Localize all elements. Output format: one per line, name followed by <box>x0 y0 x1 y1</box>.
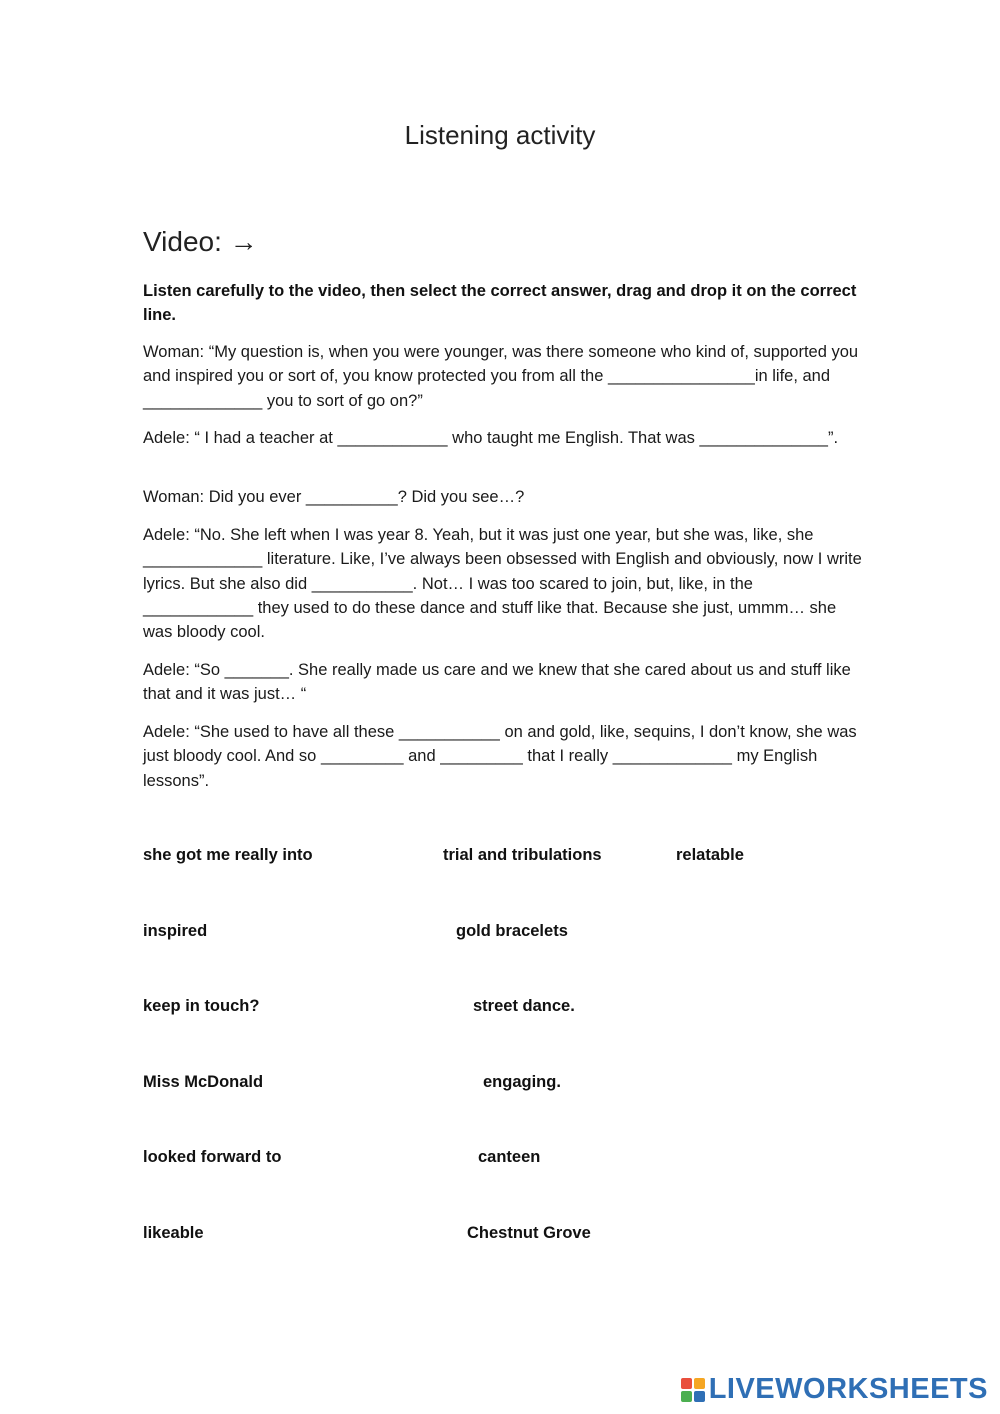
instructions: Listen carefully to the video, then select the correct answer, drag and drop it on the correct line. <box>143 282 857 324</box>
word-option[interactable]: relatable <box>676 846 744 864</box>
page-title: Listening activity <box>404 120 596 150</box>
word-option[interactable]: engaging. <box>483 1073 561 1091</box>
dialogue-paragraph-4: Adele: “No. She left when I was year 8. Yeah, but it was just one year, but she was, like, she _____________ literature. Like, I’ve always been obsessed with English and obviously, now I write lyrics. But she also did ___________. Not… I was too scared to join, but, like, in the ____________ they used to do these dance and stuff like that. Because she just, ummm… she was bloody cool. <box>143 526 862 642</box>
liveworksheets-logo <box>681 1373 988 1406</box>
dialogue-paragraph-6: Adele: “She used to have all these ___________ on and gold, like, sequins, I don’t know, she was just bloody cool. And so _________ and _________ that I really _____________ my English lessons”. <box>143 723 857 790</box>
word-option[interactable]: keep in touch? <box>143 997 260 1015</box>
word-option[interactable]: Chestnut Grove <box>467 1224 591 1242</box>
word-option[interactable]: Miss McDonald <box>143 1073 264 1091</box>
logo-square-icon <box>681 1378 692 1389</box>
word-option[interactable]: gold bracelets <box>456 922 568 940</box>
word-option[interactable]: likeable <box>143 1224 204 1242</box>
word-option[interactable]: canteen <box>478 1148 541 1166</box>
logo-square-icon <box>694 1391 705 1402</box>
logo-text: LIVEWORKSHEETS <box>708 1373 988 1405</box>
dialogue-paragraph-1: Woman: “My question is, when you were younger, was there someone who kind of, supported you and inspired you or sort of, you know protected you from all the ________________in life, and _____________ you to sort of go on?” <box>143 343 859 410</box>
word-option[interactable]: trial and tribulations <box>443 846 602 864</box>
logo-square-icon <box>694 1378 705 1389</box>
logo-square-icon <box>681 1391 692 1402</box>
word-option[interactable]: inspired <box>143 922 208 940</box>
video-heading[interactable]: Video: → <box>143 226 258 257</box>
dialogue-paragraph-2: Adele: “ I had a teacher at ____________ who taught me English. That was ______________”. <box>143 429 839 447</box>
dialogue-paragraph-5: Adele: “So _______. She really made us care and we knew that she cared about us and stuff like that and it was just… “ <box>143 661 851 704</box>
word-option[interactable]: she got me really into <box>143 846 313 864</box>
word-option[interactable]: street dance. <box>473 997 575 1015</box>
logo-icon <box>681 1378 705 1402</box>
word-option[interactable]: looked forward to <box>143 1148 282 1166</box>
dialogue-paragraph-3: Woman: Did you ever __________? Did you see…? <box>143 488 525 506</box>
